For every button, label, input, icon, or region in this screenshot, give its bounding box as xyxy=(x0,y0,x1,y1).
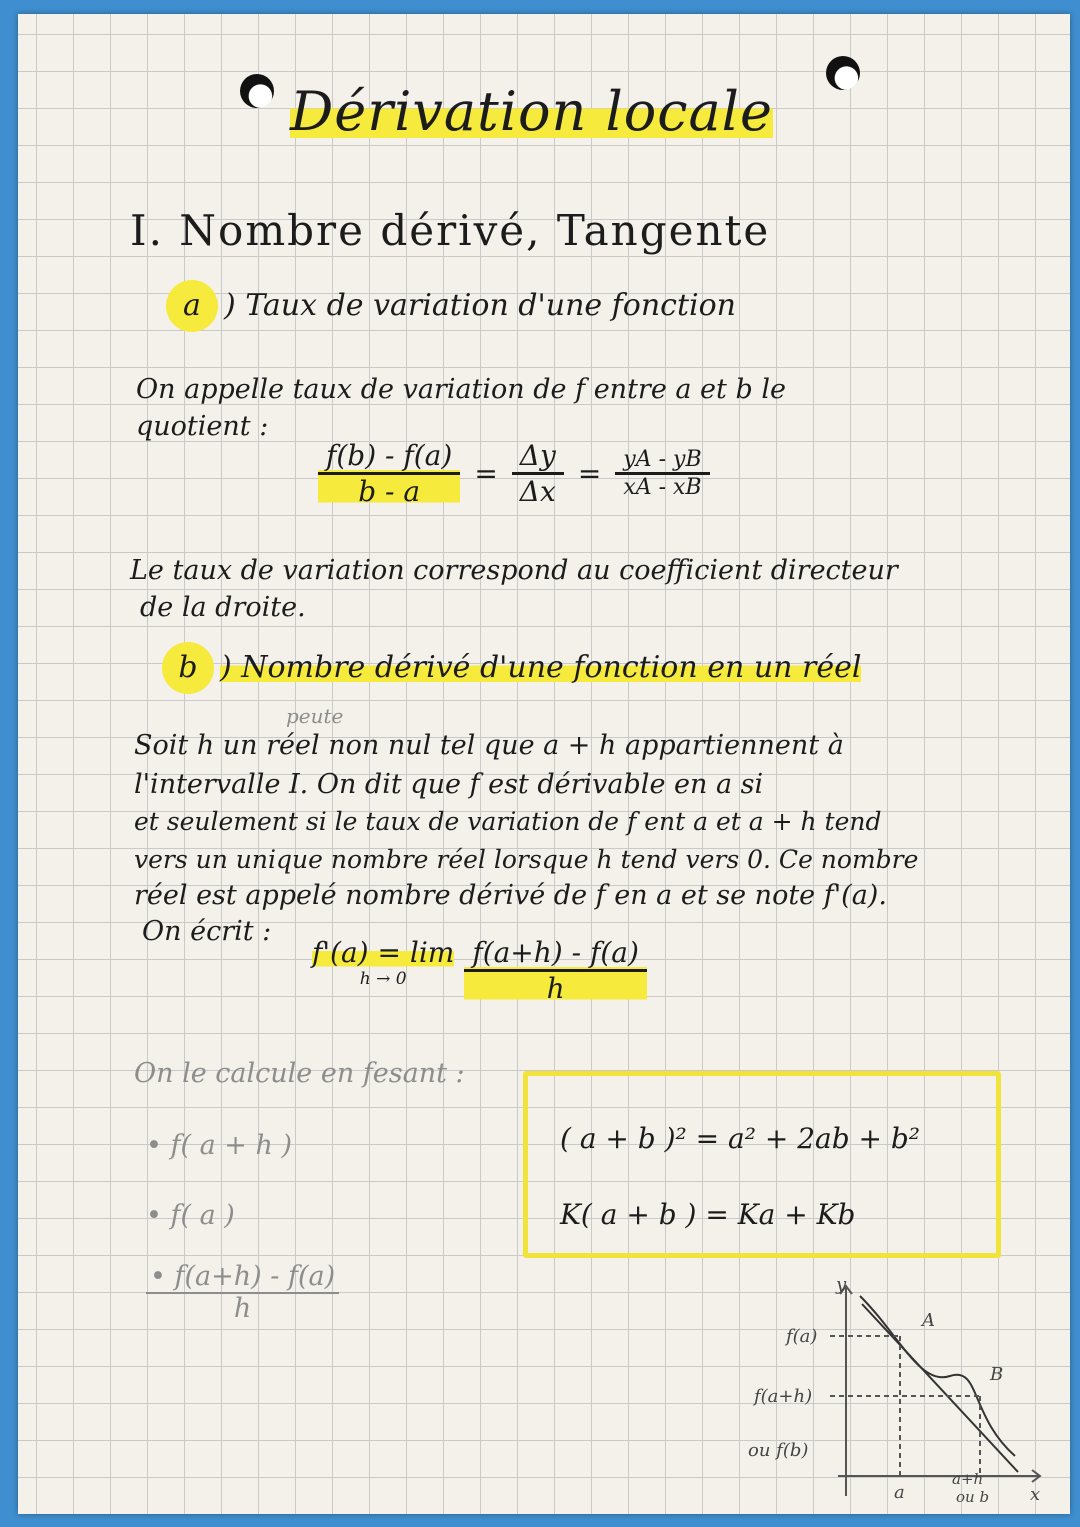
derivative-lim-sub: h → 0 xyxy=(359,969,407,989)
graph-x-label: x xyxy=(1030,1484,1041,1505)
fraction-fb-fa-den: b - a xyxy=(358,475,421,508)
fraction-delta-den: Δx xyxy=(519,475,556,508)
punch-hole-left xyxy=(240,74,274,108)
identities-box xyxy=(523,1071,1001,1258)
subheading-b-text: ) Nombre dérivé d'une fonction en un réel xyxy=(220,650,862,685)
paragraph-a-line2: quotient : xyxy=(136,411,269,442)
calc-item-3-den: h xyxy=(233,1293,252,1324)
derivative-fraction-num: f(a+h) - f(a) xyxy=(464,936,647,972)
marker-a: a xyxy=(166,280,218,332)
note-a-line2: de la droite. xyxy=(140,592,306,623)
graph-ah: a+h xyxy=(952,1470,984,1488)
graph-point-a: A xyxy=(922,1310,935,1331)
paragraph-b-line6: On écrit : xyxy=(142,916,272,947)
subheading-b xyxy=(162,642,861,694)
tangent-graph xyxy=(690,1276,1052,1506)
identity-square: ( a + b )² = a² + 2ab + b² xyxy=(560,1122,921,1155)
note-a-line1: Le taux de variation correspond au coefficient directeur xyxy=(130,555,898,586)
paragraph-b-line2: l'intervalle I. On dit que f est dérivable en a si xyxy=(134,769,764,800)
paragraph-b-line1: Soit h un réel non nul tel que a + h appartiennent à xyxy=(134,730,844,761)
identity-distribute: K( a + b ) = Ka + Kb xyxy=(560,1198,856,1231)
subheading-a-text: ) Taux de variation d'une fonction xyxy=(224,288,737,323)
graph-point-b: B xyxy=(990,1364,1004,1385)
fraction-coords xyxy=(615,447,709,500)
subheading-a xyxy=(166,280,736,332)
derivative-fraction xyxy=(464,936,647,1005)
graph-fa: f(a) xyxy=(786,1326,818,1347)
graph-y-label: y xyxy=(836,1276,847,1295)
fraction-delta xyxy=(512,439,564,508)
fraction-delta-num: Δy xyxy=(512,439,564,475)
paragraph-b-line5: réel est appelé nombre dérivé de f en a et se note f'(a). xyxy=(134,880,887,911)
calc-item-1: • f( a + h ) xyxy=(146,1130,293,1161)
secant-line xyxy=(862,1304,1018,1472)
marker-b: b xyxy=(162,642,214,694)
punch-hole-right xyxy=(826,56,860,90)
equals-sign: = xyxy=(577,457,602,490)
rate-formula xyxy=(318,439,710,508)
graph-fb: ou f(b) xyxy=(748,1440,809,1461)
derivative-lim: f'(a) = lim xyxy=(312,936,455,969)
section-heading: I. Nombre dérivé, Tangente xyxy=(130,206,771,255)
pencil-annotation: peute xyxy=(286,704,344,728)
fraction-coords-den: xA - xB xyxy=(623,475,702,500)
paragraph-b-line4: vers un unique nombre réel lorsque h tend vers 0. Ce nombre xyxy=(134,845,919,874)
graph-a: a xyxy=(894,1482,905,1503)
notebook-page xyxy=(18,14,1070,1514)
paragraph-a-line1: On appelle taux de variation de f entre a et b le xyxy=(136,374,786,405)
fraction-fb-fa xyxy=(318,439,460,508)
calc-item-3 xyxy=(146,1262,339,1324)
derivative-fraction-den: h xyxy=(546,972,565,1005)
graph-fah: f(a+h) xyxy=(754,1386,813,1407)
fraction-coords-num: yA - yB xyxy=(615,447,709,475)
graph-b: ou b xyxy=(956,1488,990,1506)
calc-intro: On le calcule en fesant : xyxy=(134,1058,465,1089)
calc-item-2: • f( a ) xyxy=(146,1200,235,1231)
paragraph-b-line3: et seulement si le taux de variation de f ent a et a + h tend xyxy=(134,807,882,836)
derivative-formula xyxy=(312,936,647,1005)
page-title: Dérivation locale xyxy=(290,80,773,143)
calc-item-3-num: • f(a+h) - f(a) xyxy=(146,1262,339,1294)
equals-sign: = xyxy=(474,457,498,490)
fraction-fb-fa-num: f(b) - f(a) xyxy=(318,439,460,475)
